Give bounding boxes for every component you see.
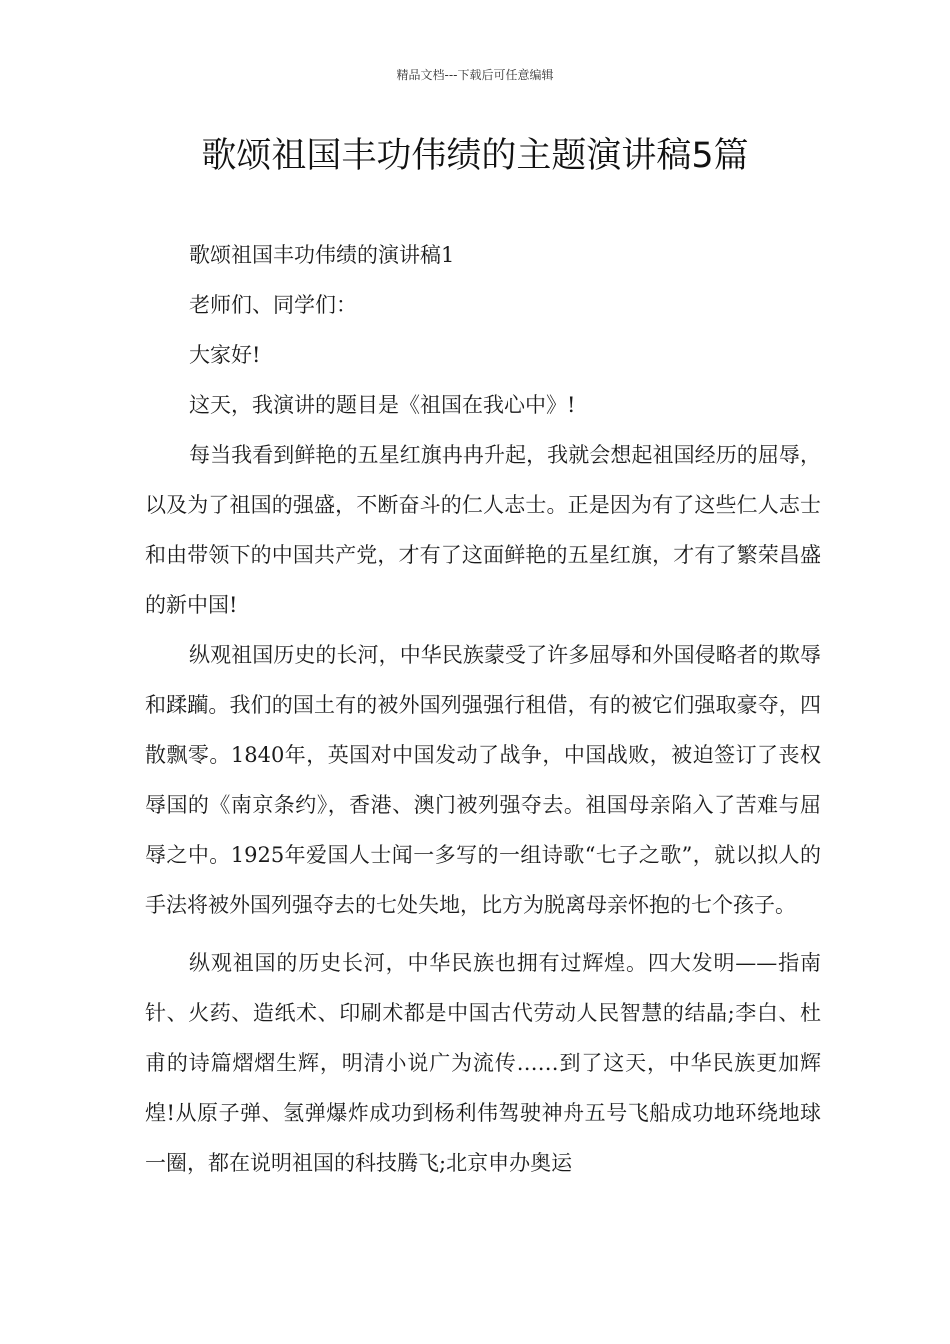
- header-note: 精品文档---下载后可任意编辑: [396, 68, 554, 82]
- document-body: [145, 230, 821, 1188]
- paragraph-subtitle: 歌颂祖国丰功伟绩的演讲稿1: [189, 243, 455, 267]
- paragraph-body-3: 纵观祖国的历史长河，中华民族也拥有过辉煌。四大发明——指南针、火药、造纸术、印刷术都是中国古代劳动人民智慧的结晶;李白、杜甫的诗篇熠熠生辉，明清小说广为流传……到了这天，中华民族更加辉煌!从原子弹、氢弹爆炸成功到杨利伟驾驶神舟五号飞船成功地环绕地球一圈，都在说明祖国的科技腾飞;北京申办奥运: [145, 951, 821, 1175]
- paragraph-salutation: 老师们、同学们：: [189, 293, 357, 317]
- paragraph-body-2: 纵观祖国历史的长河，中华民族蒙受了许多屈辱和外国侵略者的欺辱和蹂躏。我们的国土有的被外国列强强行租借，有的被它们强取豪夺，四散飘零。1840年，英国对中国发动了战争，中国战败，被迫签订了丧权辱国的《南京条约》，香港、澳门被列强夺去。祖国母亲陷入了苦难与屈辱之中。1925年爱国人士闻一多写的一组诗歌“七子之歌”，就以拟人的手法将被外国列强夺去的七处失地，比方为脱离母亲怀抱的七个孩子。: [145, 643, 821, 917]
- document-title: 歌颂祖国丰功伟绩的主题演讲稿5篇: [201, 136, 749, 176]
- paragraph-greeting: 大家好!: [189, 343, 261, 367]
- paragraph-topic: 这天，我演讲的题目是《祖国在我心中》!: [189, 393, 576, 417]
- paragraph-body-1: 每当我看到鲜艳的五星红旗冉冉升起，我就会想起祖国经历的屈辱，以及为了祖国的强盛，不断奋斗的仁人志士。正是因为有了这些仁人志士和由带领下的中国共产党，才有了这面鲜艳的五星红旗，才有了繁荣昌盛的新中国!: [145, 443, 821, 617]
